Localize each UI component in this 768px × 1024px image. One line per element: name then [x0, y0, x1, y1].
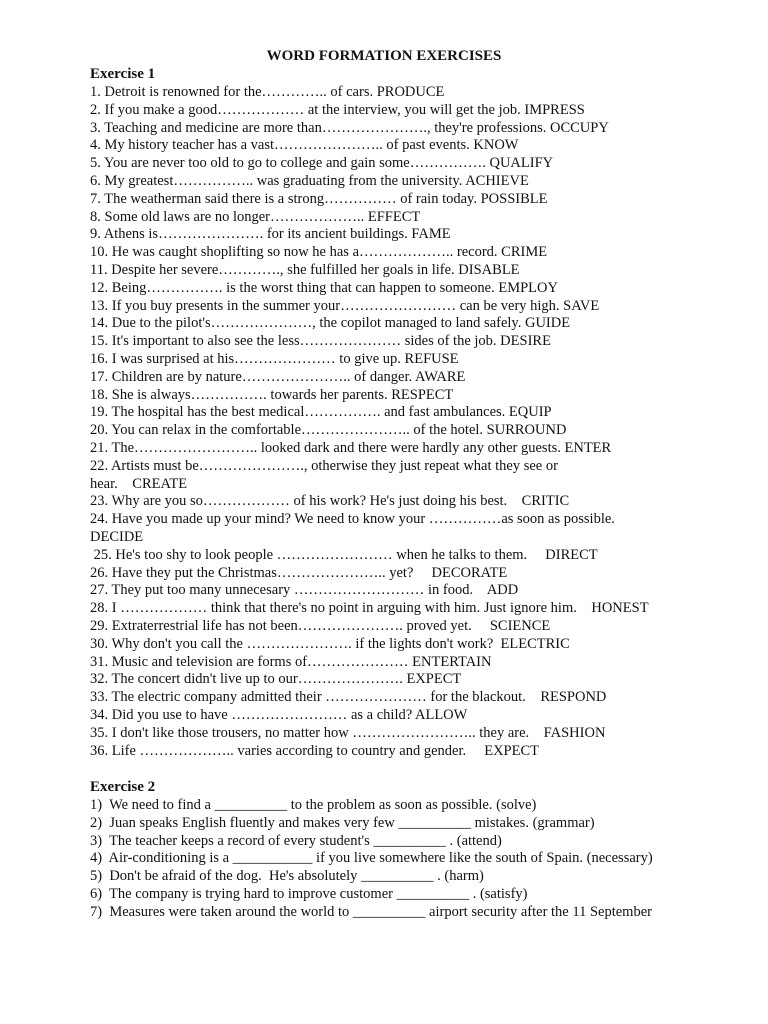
exercise1-line: 2. If you make a good……………… at the interview, you will get the job. IMPRESS [90, 101, 585, 118]
exercise2-line: 6) The company is trying hard to improve customer __________ . (satisfy) [90, 886, 528, 902]
exercise1-line: 6. My greatest…………….. was graduating from the university. ACHIEVE [90, 173, 529, 189]
exercise-2-heading: Exercise 2 [90, 779, 156, 795]
exercise1-line: 35. I don't like those trousers, no matter how …………………….. they are. FASHION [90, 724, 606, 741]
exercise1-line: 12. Being……………. is the worst thing that can happen to someone. EMPLOY [90, 279, 558, 296]
page-title: WORD FORMATION EXERCISES [266, 48, 502, 64]
exercise2-line: 3) The teacher keeps a record of every student's __________ . (attend) [90, 832, 502, 849]
exercise1-line: 28. I ……………… think that there's no point in arguing with him. Just ignore him. HONEST [90, 600, 649, 617]
exercise-1-heading: Exercise 1 [90, 66, 156, 82]
exercise1-line: 25. He's too shy to look people …………………… when he talks to them. DIRECT [90, 546, 598, 563]
exercise1-line: 15. It's important to also see the less………………… sides of the job. DESIRE [90, 333, 551, 350]
exercise1-line: 10. He was caught shoplifting so now he has a……………….. record. CRIME [90, 244, 548, 261]
exercise1-line: 7. The weatherman said there is a strong…………… of rain today. POSSIBLE [90, 190, 548, 207]
exercise1-line: 29. Extraterrestrial life has not been…………………. proved yet. SCIENCE [90, 618, 551, 634]
exercise1-line: 27. They put too many unnecesary ……………………… in food. ADD [90, 582, 519, 599]
exercise1-line: 13. If you buy presents in the summer your…………………… can be very high. SAVE [90, 297, 600, 314]
exercise1-line: DECIDE [90, 529, 144, 545]
exercise1-line: 30. Why don't you call the …………………. if the lights don't work? ELECTRIC [90, 635, 570, 652]
exercise1-line: 3. Teaching and medicine are more than…………………., they're professions. OCCUPY [90, 119, 609, 136]
exercise1-line: 21. The…………………….. looked dark and there were hardly any other guests. ENTER [90, 440, 612, 456]
exercise1-line: 11. Despite her severe…………., she fulfilled her goals in life. DISABLE [90, 262, 520, 278]
exercise1-line: 19. The hospital has the best medical……………. and fast ambulances. EQUIP [90, 404, 552, 421]
exercise1-line: 26. Have they put the Christmas………………….. yet? DECORATE [90, 564, 508, 581]
exercise1-line: 18. She is always……………. towards her parents. RESPECT [90, 386, 454, 403]
exercise1-line: 17. Children are by nature………………….. of danger. AWARE [90, 368, 466, 385]
exercise2-line: 5) Don't be afraid of the dog. He's absolutely __________ . (harm) [90, 868, 484, 885]
exercise1-line: 33. The electric company admitted their ………………… for the blackout. RESPOND [90, 689, 607, 706]
exercise1-line: 23. Why are you so……………… of his work? He's just doing his best. CRITIC [90, 493, 570, 510]
exercise2-line: 2) Juan speaks English fluently and makes very few __________ mistakes. (grammar) [90, 814, 595, 831]
exercise1-line: 5. You are never too old to go to college and gain some……………. QUALIFY [90, 155, 554, 172]
exercise1-line: 31. Music and television are forms of………………… ENTERTAIN [90, 653, 492, 670]
exercise1-line: 8. Some old laws are no longer……………….. EFFECT [90, 208, 421, 225]
exercise1-line: 36. Life ……………….. varies according to country and gender. EXPECT [90, 742, 539, 759]
exercise2-line: 7) Measures were taken around the world to __________ airport security after the 11 September [90, 903, 652, 920]
exercise1-line: hear. CREATE [90, 475, 188, 492]
exercise1-line: 24. Have you made up your mind? We need to know your ……………as soon as possible. [90, 511, 615, 528]
exercise1-line: 1. Detroit is renowned for the………….. of cars. PRODUCE [90, 84, 445, 100]
exercise1-line: 14. Due to the pilot's…………………, the copilot managed to land safely. GUIDE [90, 315, 571, 332]
exercise1-line: 20. You can relax in the comfortable………………….. of the hotel. SURROUND [90, 422, 567, 439]
exercise1-line: 22. Artists must be…………………., otherwise they just repeat what they see or [90, 457, 558, 474]
exercise1-line: 32. The concert didn't live up to our…………………. EXPECT [90, 671, 462, 688]
exercise2-line: 4) Air-conditioning is a ___________ if you live somewhere like the south of Spain. (necessary) [90, 850, 653, 867]
exercise1-line: 34. Did you use to have …………………… as a child? ALLOW [90, 707, 468, 723]
exercise2-line: 1) We need to find a __________ to the problem as soon as possible. (solve) [90, 797, 537, 813]
exercise1-line: 4. My history teacher has a vast………………….. of past events. KNOW [90, 137, 519, 154]
exercise1-line: 16. I was surprised at his………………… to give up. REFUSE [90, 351, 459, 367]
exercise1-line: 9. Athens is…………………. for its ancient buildings. FAME [90, 226, 451, 243]
